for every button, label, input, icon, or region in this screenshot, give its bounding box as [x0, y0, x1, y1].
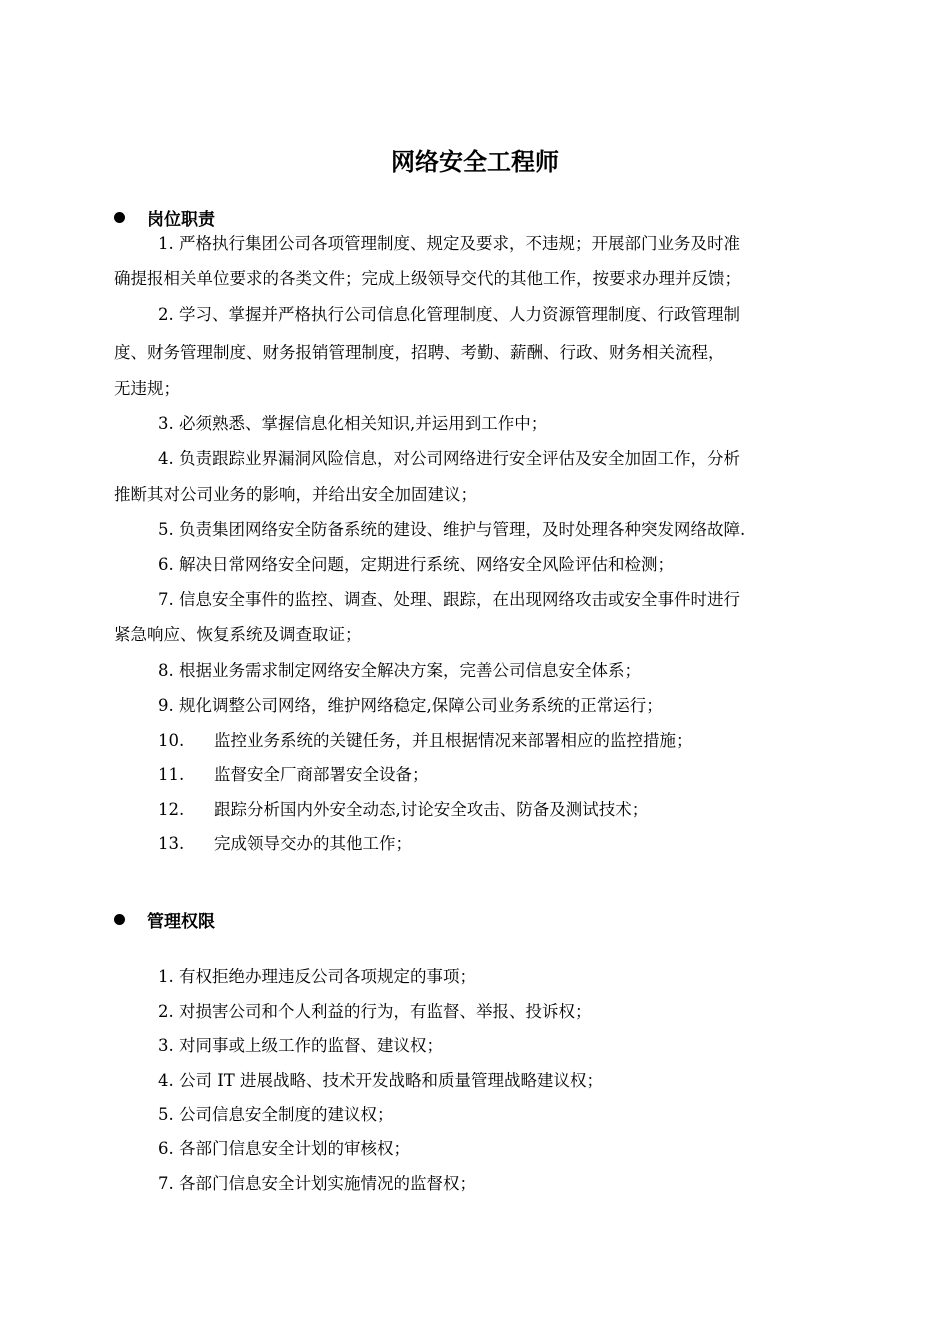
- item-text: 完成领导交办的其他工作；: [214, 834, 412, 853]
- section-heading-text: 岗位职责: [147, 209, 215, 230]
- authority-line: 2. 对损害公司和个人利益的行为，有监督、举报、投诉权；: [158, 1002, 592, 1021]
- duty-line: 2. 学习、掌握并严格执行公司信息化管理制度、人力资源管理制度、行政管理制: [158, 305, 740, 324]
- duty-line: 推断其对公司业务的影响，并给出安全加固建议；: [114, 485, 477, 504]
- authority-line: 4. 公司 IT 进展战略、技术开发战略和质量管理战略建议权；: [158, 1071, 604, 1090]
- bullet-icon: [114, 914, 125, 925]
- duty-line: 3. 必须熟悉、掌握信息化相关知识,并运用到工作中；: [158, 414, 548, 433]
- document-title: 网络安全工程师: [391, 148, 559, 176]
- duty-numbered-item: [158, 799, 648, 821]
- section-heading-authority: [114, 907, 215, 931]
- duty-line: 4. 负责跟踪业界漏洞风险信息，对公司网络进行安全评估及安全加固工作，分析: [158, 449, 740, 468]
- duty-line: 5. 负责集团网络安全防备系统的建设、维护与管理，及时处理各种突发网络故障.: [158, 520, 746, 539]
- item-number: 11.: [158, 765, 185, 784]
- duty-line: 度、财务管理制度、财务报销管理制度，招聘、考勤、薪酬、行政、财务相关流程，: [114, 343, 725, 362]
- duty-line: 7. 信息安全事件的监控、调查、处理、跟踪，在出现网络攻击或安全事件时进行: [158, 590, 740, 609]
- item-number: 10.: [158, 731, 185, 750]
- item-text: 监督安全厂商部署安全设备；: [214, 765, 429, 784]
- authority-line: 3. 对同事或上级工作的监督、建议权；: [158, 1036, 443, 1055]
- duty-numbered-item: [158, 730, 693, 752]
- item-number: 13.: [158, 834, 185, 853]
- item-text: 跟踪分析国内外安全动态,讨论安全攻击、防备及测试技术；: [214, 800, 649, 819]
- duty-line: 1. 严格执行集团公司各项管理制度、规定及要求，不违规；开展部门业务及时准: [158, 234, 740, 253]
- section-heading-text: 管理权限: [147, 911, 215, 932]
- section-heading-duties: [114, 205, 215, 229]
- duty-line: 8. 根据业务需求制定网络安全解决方案，完善公司信息安全体系；: [158, 661, 641, 680]
- duty-line: 无违规；: [114, 379, 180, 398]
- duty-numbered-item: [158, 764, 429, 786]
- duty-line: 6. 解决日常网络安全问题，定期进行系统、网络安全风险评估和检测；: [158, 555, 674, 574]
- authority-line: 5. 公司信息安全制度的建议权；: [158, 1105, 394, 1124]
- authority-line: 6. 各部门信息安全计划的审核权；: [158, 1139, 410, 1158]
- bullet-icon: [114, 212, 125, 223]
- item-text: 监控业务系统的关键任务，并且根据情况来部署相应的监控措施；: [214, 731, 693, 750]
- authority-line: 1. 有权拒绝办理违反公司各项规定的事项；: [158, 967, 476, 986]
- authority-line: 7. 各部门信息安全计划实施情况的监督权；: [158, 1174, 476, 1193]
- duty-numbered-item: [158, 833, 412, 855]
- duty-line: 确提报相关单位要求的各类文件；完成上级领导交代的其他工作，按要求办理并反馈；: [114, 269, 741, 288]
- duty-line: 9. 规化调整公司网络，维护网络稳定,保障公司业务系统的正常运行；: [158, 696, 663, 715]
- item-number: 12.: [158, 800, 185, 819]
- duty-line: 紧急响应、恢复系统及调查取证；: [114, 625, 362, 644]
